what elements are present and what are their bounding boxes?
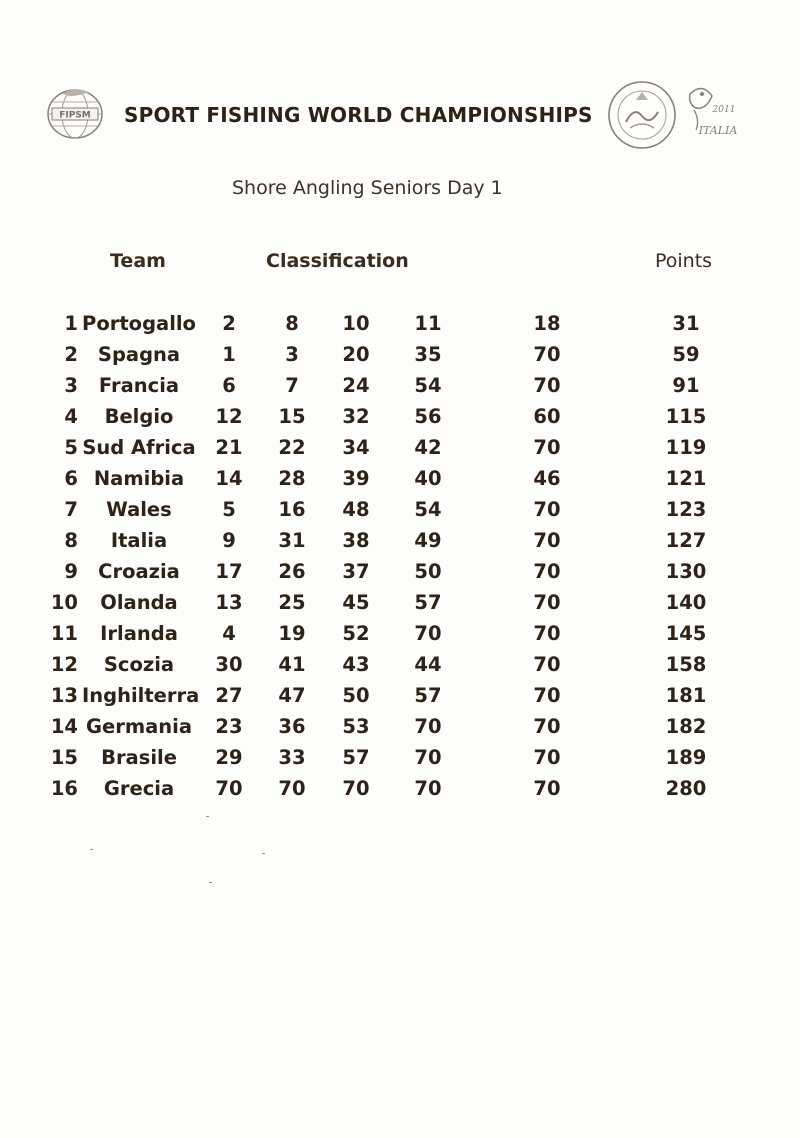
table-row [0, 401, 800, 432]
document-subtitle: Shore Angling Seniors Day 1 [232, 177, 503, 199]
row-classification-5: 18 [533, 312, 561, 335]
row-team-name: Francia [98, 374, 180, 397]
row-classification-4: 57 [414, 591, 442, 614]
row-team-name: Italia [110, 529, 168, 552]
row-classification-4: 42 [414, 436, 442, 459]
row-classification-1: 29 [215, 746, 243, 769]
row-classification-1: 21 [215, 436, 243, 459]
row-classification-2: 47 [278, 684, 306, 707]
table-row [0, 308, 800, 339]
row-classification-4: 49 [414, 529, 442, 552]
row-points: 119 [665, 436, 707, 459]
row-classification-5: 70 [533, 374, 561, 397]
row-rank: 8 [64, 529, 78, 552]
row-classification-1: 5 [222, 498, 236, 521]
column-header-points: Points [655, 250, 713, 272]
row-team-name: Namibia [93, 467, 185, 490]
table-row [0, 711, 800, 742]
row-points: 127 [665, 529, 707, 552]
row-classification-2: 25 [278, 591, 306, 614]
table-row [0, 494, 800, 525]
row-classification-5: 70 [533, 653, 561, 676]
row-rank: 13 [50, 684, 78, 707]
row-classification-5: 70 [533, 591, 561, 614]
row-classification-3: 10 [342, 312, 370, 335]
row-classification-3: 37 [342, 560, 370, 583]
row-classification-1: 2 [222, 312, 236, 335]
row-classification-1: 30 [215, 653, 243, 676]
row-classification-2: 16 [278, 498, 306, 521]
row-classification-1: 23 [215, 715, 243, 738]
logo-italia-text: ITALIA [698, 124, 738, 137]
table-row [0, 339, 800, 370]
column-header-team: Team [110, 250, 166, 272]
row-classification-3: 45 [342, 591, 370, 614]
row-classification-3: 39 [342, 467, 370, 490]
row-classification-4: 70 [414, 777, 442, 800]
table-row [0, 370, 800, 401]
document-title: SPORT FISHING WORLD CHAMPIONSHIPS [124, 103, 593, 127]
row-classification-1: 14 [215, 467, 243, 490]
row-classification-4: 44 [414, 653, 442, 676]
row-classification-4: 70 [414, 746, 442, 769]
row-classification-2: 8 [285, 312, 299, 335]
scan-speck [262, 853, 265, 854]
svg-text:FIPSM: FIPSM [59, 110, 91, 121]
table-row [0, 556, 800, 587]
row-points: 280 [665, 777, 707, 800]
row-points: 130 [665, 560, 707, 583]
row-classification-2: 15 [278, 405, 306, 428]
row-rank: 6 [64, 467, 78, 490]
table-row [0, 618, 800, 649]
row-rank: 16 [50, 777, 78, 800]
row-points: 140 [665, 591, 707, 614]
table-row [0, 587, 800, 618]
row-classification-5: 70 [533, 529, 561, 552]
row-rank: 10 [50, 591, 78, 614]
row-classification-5: 70 [533, 498, 561, 521]
scan-speck [90, 849, 93, 850]
row-points: 145 [665, 622, 707, 645]
row-classification-4: 54 [414, 498, 442, 521]
row-classification-4: 70 [414, 715, 442, 738]
table-row [0, 773, 800, 804]
row-classification-5: 70 [533, 560, 561, 583]
row-points: 31 [672, 312, 700, 335]
row-classification-3: 70 [342, 777, 370, 800]
row-points: 123 [665, 498, 707, 521]
row-classification-2: 70 [278, 777, 306, 800]
row-team-name: Grecia [103, 777, 175, 800]
row-classification-4: 40 [414, 467, 442, 490]
row-team-name: Brasile [101, 746, 177, 769]
row-classification-5: 70 [533, 746, 561, 769]
row-classification-2: 22 [278, 436, 306, 459]
row-classification-3: 53 [342, 715, 370, 738]
row-team-name: Olanda [100, 591, 178, 614]
row-classification-2: 26 [278, 560, 306, 583]
row-team-name: Sud Africa [82, 436, 196, 459]
row-classification-2: 19 [278, 622, 306, 645]
scan-speck [209, 882, 212, 883]
row-classification-3: 32 [342, 405, 370, 428]
row-classification-3: 34 [342, 436, 370, 459]
table-row [0, 463, 800, 494]
row-classification-1: 70 [215, 777, 243, 800]
row-points: 181 [665, 684, 707, 707]
row-rank: 12 [50, 653, 78, 676]
row-classification-5: 70 [533, 622, 561, 645]
row-points: 91 [672, 374, 700, 397]
row-team-name: Belgio [104, 405, 174, 428]
row-classification-4: 70 [414, 622, 442, 645]
row-rank: 14 [50, 715, 78, 738]
row-team-name: Irlanda [100, 622, 178, 645]
championship-seal-logo-icon [606, 76, 746, 154]
row-classification-4: 35 [414, 343, 442, 366]
row-classification-1: 12 [215, 405, 243, 428]
logo-year-text: 2011 [712, 105, 736, 115]
row-points: 189 [665, 746, 707, 769]
row-classification-2: 36 [278, 715, 306, 738]
row-rank: 9 [64, 560, 78, 583]
row-classification-3: 38 [342, 529, 370, 552]
row-classification-1: 17 [215, 560, 243, 583]
row-classification-4: 50 [414, 560, 442, 583]
row-points: 182 [665, 715, 707, 738]
row-classification-1: 13 [215, 591, 243, 614]
row-classification-1: 27 [215, 684, 243, 707]
row-points: 158 [665, 653, 707, 676]
row-team-name: Spagna [97, 343, 181, 366]
row-classification-3: 43 [342, 653, 370, 676]
row-rank: 4 [64, 405, 78, 428]
row-classification-1: 9 [222, 529, 236, 552]
table-row [0, 432, 800, 463]
federation-globe-logo-icon [44, 84, 106, 140]
row-classification-3: 24 [342, 374, 370, 397]
row-rank: 7 [64, 498, 78, 521]
row-classification-4: 56 [414, 405, 442, 428]
table-row [0, 525, 800, 556]
row-points: 59 [672, 343, 700, 366]
row-rank: 5 [64, 436, 78, 459]
results-table [0, 308, 800, 804]
row-classification-1: 4 [222, 622, 236, 645]
row-classification-3: 50 [342, 684, 370, 707]
row-classification-4: 57 [414, 684, 442, 707]
row-classification-2: 33 [278, 746, 306, 769]
row-team-name: Germania [85, 715, 193, 738]
row-classification-1: 6 [222, 374, 236, 397]
table-row [0, 680, 800, 711]
row-classification-1: 1 [222, 343, 236, 366]
row-rank: 15 [50, 746, 78, 769]
row-classification-2: 28 [278, 467, 306, 490]
row-classification-3: 48 [342, 498, 370, 521]
row-classification-3: 20 [342, 343, 370, 366]
row-classification-5: 70 [533, 715, 561, 738]
row-classification-4: 11 [414, 312, 442, 335]
row-team-name: Croazia [98, 560, 180, 583]
row-classification-5: 60 [533, 405, 561, 428]
row-rank: 11 [50, 622, 78, 645]
row-points: 121 [665, 467, 707, 490]
row-rank: 3 [64, 374, 78, 397]
row-classification-3: 52 [342, 622, 370, 645]
row-team-name: Portogallo [82, 312, 196, 335]
table-row [0, 649, 800, 680]
row-classification-2: 31 [278, 529, 306, 552]
row-rank: 2 [64, 343, 78, 366]
row-classification-5: 70 [533, 777, 561, 800]
row-classification-3: 57 [342, 746, 370, 769]
row-team-name: Wales [106, 498, 172, 521]
row-classification-5: 70 [533, 436, 561, 459]
row-classification-5: 70 [533, 343, 561, 366]
row-rank: 1 [64, 312, 78, 335]
row-classification-4: 54 [414, 374, 442, 397]
column-header-classification: Classification [266, 250, 409, 272]
row-classification-2: 3 [285, 343, 299, 366]
row-points: 115 [665, 405, 707, 428]
row-team-name: Scozia [103, 653, 175, 676]
row-classification-5: 46 [533, 467, 561, 490]
row-classification-2: 7 [285, 374, 299, 397]
row-classification-5: 70 [533, 684, 561, 707]
row-classification-2: 41 [278, 653, 306, 676]
table-row [0, 742, 800, 773]
row-team-name: Inghilterra [82, 684, 200, 707]
scan-speck [206, 816, 209, 817]
